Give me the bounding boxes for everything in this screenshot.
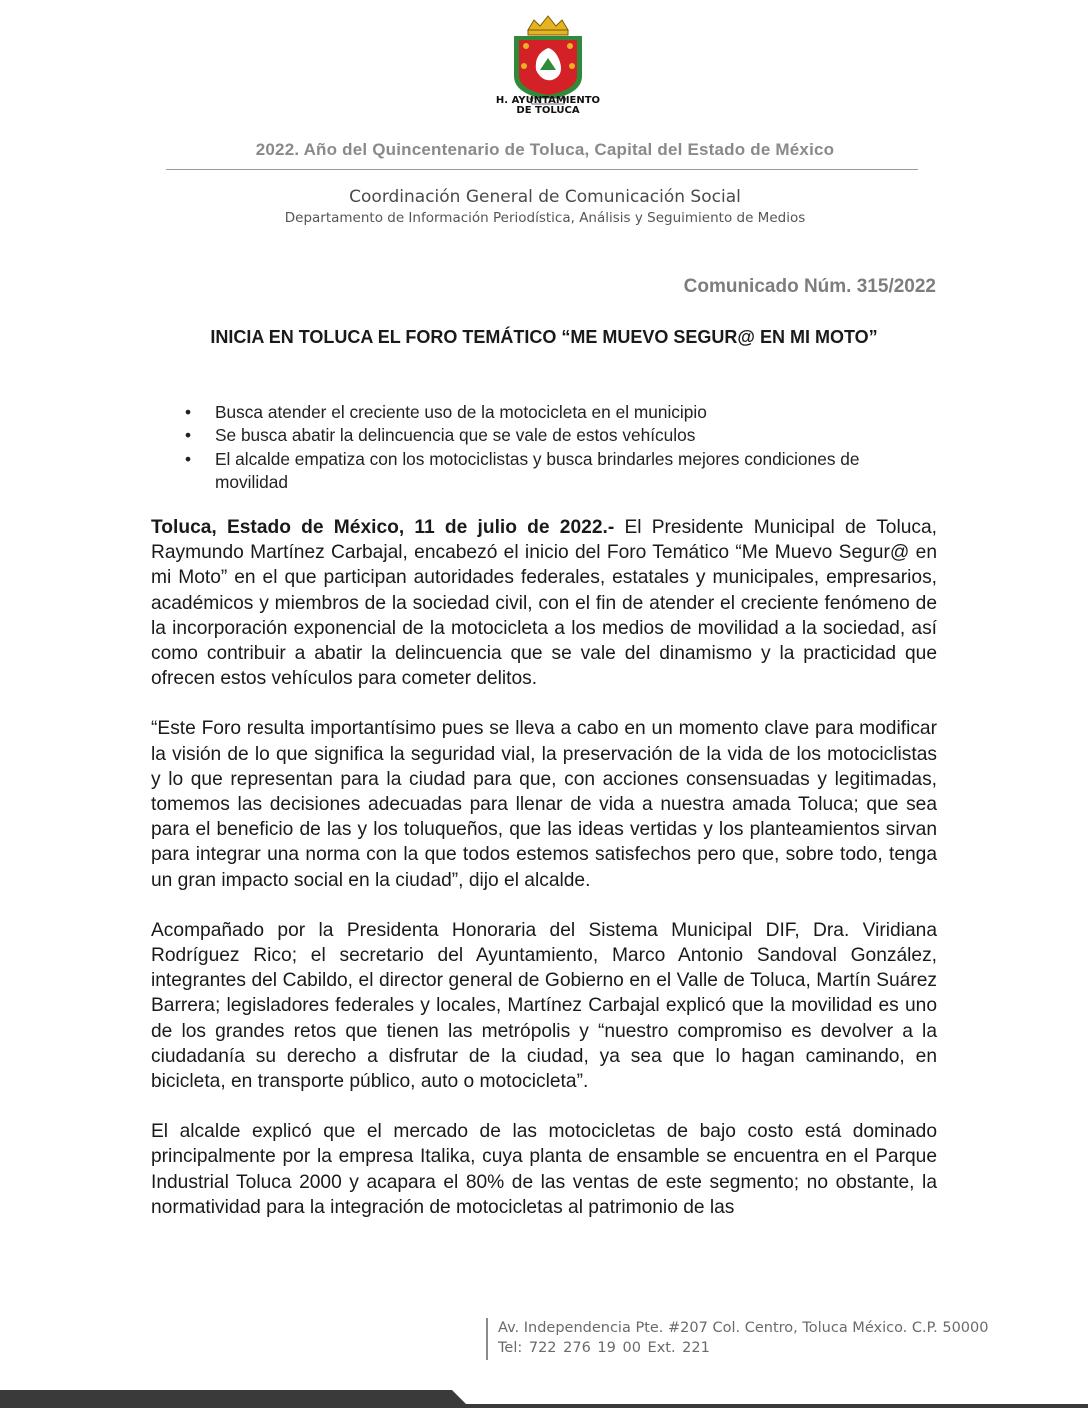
list-item: [180, 401, 920, 424]
paragraph-text: El Presidente Municipal de Toluca, Raymundo Martínez Carbajal, encabezó el inicio del Foro Temático “Me Muevo Segur@ en mi Moto” en el que participan autoridades federales, estatales y municipales, empresarios, académicos y miembros de la sociedad civil, con el fin de atender el creciente fenómeno de la incorporación exponencial de la motocicleta a los medios de movilidad a la sociedad, así como contribuir a abatir la delincuencia que se vale del dinamismo y la practicidad que ofrecen estos vehículos para cometer delitos.: [151, 517, 937, 690]
bullet-icon: •: [185, 425, 192, 446]
paragraph: El alcalde explicó que el mercado de las motocicletas de bajo costo está dominado principalmente por la empresa Italika, cuya planta de ensamble se encuentra en el Parque Industrial Toluca 2000 y acapara el 80% de las ventas de este segmento; no obstante, la normatividad para la integración de motocicletas al patrimonio de las: [151, 1121, 937, 1218]
list-item: [180, 424, 920, 447]
paragraph: “Este Foro resulta importantísimo pues se lleva a cabo en un momento clave para modificar la visión de lo que significa la seguridad vial, la preservación de la vida de los motociclistas y lo que representan para la ciudad para que, con acciones consensuadas y legitimadas, tomemos las decisiones adecuadas para llenar de vida a nuestra amada Toluca; que sea para el beneficio de las y los toluqueños, que las ideas vertidas y los planteamientos sirvan para integrar una norma con la que todos estemos satisfechos pero que, sobre todo, tenga un gran impacto social en la ciudad”, dijo el alcalde.: [151, 718, 937, 891]
footer-phone: Tel: 722 276 19 00 Ext. 221: [498, 1340, 710, 1356]
logo-caption-line1: H. AYUNTAMIENTO: [495, 95, 601, 106]
press-release-number: Comunicado Núm. 315/2022: [683, 276, 936, 297]
paragraph: [151, 515, 937, 691]
bullet-text: Busca atender el creciente uso de la motocicleta en el municipio: [215, 402, 707, 422]
headline: INICIA EN TOLUCA EL FORO TEMÁTICO “ME MUEVO SEGUR@ EN MI MOTO”: [210, 327, 878, 347]
coordination-title: Coordinación General de Comunicación Social: [349, 187, 741, 207]
article-body: [151, 515, 937, 1245]
bullet-icon: •: [185, 448, 192, 469]
summary-bullets: [180, 401, 920, 494]
year-title: 2022. Año del Quincentenario de Toluca, Capital del Estado de México: [255, 140, 835, 159]
header-divider: [166, 169, 918, 170]
bullet-icon: •: [185, 402, 192, 422]
footer-divider: [486, 1318, 488, 1360]
logo-caption-line2: DE TOLUCA: [516, 105, 580, 116]
bullet-text: Se busca abatir la delincuencia que se vale de estos vehículos: [215, 425, 696, 446]
department-subtitle: Departamento de Información Periodística, Análisis y Seguimiento de Medios: [284, 210, 806, 226]
dateline: Toluca, Estado de México, 11 de julio de 2022.-: [151, 517, 615, 538]
footer-address: Av. Independencia Pte. #207 Col. Centro, Toluca México. C.P. 50000: [498, 1320, 989, 1336]
bullet-text: El alcalde empatiza con los motociclistas y busca brindarles mejores condiciones de movilidad: [215, 448, 860, 492]
footer-decorative-band: [0, 1386, 1088, 1408]
paragraph: Acompañado por la Presidenta Honoraria del Sistema Municipal DIF, Dra. Viridiana Rodríguez Rico; el secretario del Ayuntamiento, Marco Antonio Sandoval González, integrantes del Cabildo, el director general de Gobierno en el Valle de Toluca, Martín Suárez Barrera; legisladores federales y locales, Martínez Carbajal explicó que la movilidad es uno de los grandes retos que tienen las metrópolis y “nuestro compromiso es devolver a la ciudadanía su derecho a disfrutar de la ciudad, ya sea que lo hagan caminando, en bicicleta, en transporte público, auto o motocicleta”.: [151, 919, 937, 1093]
list-item: [180, 448, 920, 495]
logo-caption: [470, 96, 626, 116]
